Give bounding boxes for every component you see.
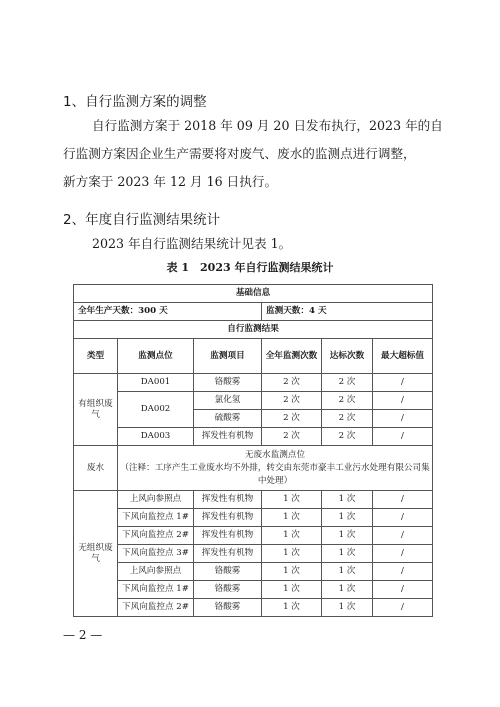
table-row bbox=[74, 545, 433, 563]
cell-point: 下风向监控点 2# bbox=[118, 527, 194, 545]
header-type: 类型 bbox=[74, 339, 118, 374]
cell-count: 1 次 bbox=[262, 563, 322, 581]
section-1-line-3: 新方案于 2023 年 12 月 16 日执行。 bbox=[63, 174, 278, 189]
cell-item: 氯化氢 bbox=[194, 392, 262, 410]
page-number: — 2 — bbox=[63, 628, 103, 642]
table-row bbox=[74, 428, 433, 446]
cell-count: 2 次 bbox=[262, 428, 322, 446]
header-point: 监测点位 bbox=[118, 339, 194, 374]
table-row bbox=[74, 509, 433, 527]
cell-point: DA001 bbox=[118, 374, 194, 392]
cell-max: / bbox=[373, 491, 433, 509]
section-2-intro: 2023 年自行监测结果统计见表 1。 bbox=[92, 236, 292, 251]
cell-pass: 1 次 bbox=[322, 509, 373, 527]
cell-point: DA002 bbox=[118, 392, 194, 428]
table-row bbox=[74, 285, 433, 303]
header-pass-count: 达标次数 bbox=[322, 339, 373, 374]
cell-point: 下风向监控点 1# bbox=[118, 581, 194, 599]
type-wastewater: 废水 bbox=[74, 446, 118, 491]
section-1-line-1: 自行监测方案于 2018 年 09 月 20 日发布执行，2023 年的自 bbox=[92, 118, 443, 133]
cell-item: 铬酸雾 bbox=[194, 374, 262, 392]
cell-item: 硫酸雾 bbox=[194, 410, 262, 428]
type-unorganized: 无组织废气 bbox=[74, 491, 118, 617]
cell-item: 挥发性有机物 bbox=[194, 527, 262, 545]
results-title: 自行监测结果 bbox=[74, 321, 433, 339]
cell-point: 下风向监控点 1# bbox=[118, 509, 194, 527]
table-row bbox=[74, 527, 433, 545]
section-2-heading: 2、年度自行监测结果统计 bbox=[63, 212, 221, 228]
type-organized: 有组织废气 bbox=[74, 374, 118, 446]
cell-count: 2 次 bbox=[262, 392, 322, 410]
cell-pass: 1 次 bbox=[322, 563, 373, 581]
table-row bbox=[74, 599, 433, 617]
cell-count: 1 次 bbox=[262, 509, 322, 527]
section-1-heading: 1、自行监测方案的调整 bbox=[63, 94, 207, 110]
cell-pass: 1 次 bbox=[322, 599, 373, 617]
production-days: 全年生产天数：300 天 bbox=[74, 303, 262, 321]
cell-item: 挥发性有机物 bbox=[194, 428, 262, 446]
table-row bbox=[74, 563, 433, 581]
cell-max: / bbox=[373, 428, 433, 446]
table-row bbox=[74, 374, 433, 392]
monitoring-days: 监测天数：4 天 bbox=[262, 303, 433, 321]
cell-item: 铬酸雾 bbox=[194, 599, 262, 617]
cell-pass: 2 次 bbox=[322, 392, 373, 410]
cell-count: 1 次 bbox=[262, 599, 322, 617]
cell-count: 2 次 bbox=[262, 374, 322, 392]
cell-pass: 1 次 bbox=[322, 527, 373, 545]
cell-count: 2 次 bbox=[262, 410, 322, 428]
cell-item: 挥发性有机物 bbox=[194, 509, 262, 527]
cell-point: 上风向参照点 bbox=[118, 491, 194, 509]
table-header-row bbox=[74, 339, 433, 374]
table-row bbox=[74, 392, 433, 410]
header-item: 监测项目 bbox=[194, 339, 262, 374]
table-row bbox=[74, 446, 433, 491]
cell-count: 1 次 bbox=[262, 545, 322, 563]
cell-max: / bbox=[373, 374, 433, 392]
cell-pass: 2 次 bbox=[322, 428, 373, 446]
basic-info-title: 基础信息 bbox=[74, 285, 433, 303]
cell-point: 下风向监控点 3# bbox=[118, 545, 194, 563]
cell-pass: 1 次 bbox=[322, 545, 373, 563]
monitoring-results-table bbox=[73, 284, 433, 617]
cell-item: 挥发性有机物 bbox=[194, 491, 262, 509]
header-max-exceed: 最大超标值 bbox=[373, 339, 433, 374]
cell-max: / bbox=[373, 545, 433, 563]
wastewater-line-1: 无废水监测点位 bbox=[244, 449, 306, 460]
cell-pass: 2 次 bbox=[322, 410, 373, 428]
header-annual-count: 全年监测次数 bbox=[262, 339, 322, 374]
cell-point: DA003 bbox=[118, 428, 194, 446]
cell-max: / bbox=[373, 563, 433, 581]
cell-count: 1 次 bbox=[262, 491, 322, 509]
cell-item: 挥发性有机物 bbox=[194, 545, 262, 563]
cell-count: 1 次 bbox=[262, 581, 322, 599]
cell-item: 铬酸雾 bbox=[194, 563, 262, 581]
wastewater-note bbox=[118, 446, 433, 491]
cell-max: / bbox=[373, 392, 433, 410]
wastewater-line-2: （注释：工序产生工业废水均不外排，转交由东莞市豪丰工业污水处理有限公司集中处理） bbox=[120, 462, 430, 486]
table-row bbox=[74, 491, 433, 509]
cell-count: 1 次 bbox=[262, 527, 322, 545]
cell-point: 上风向参照点 bbox=[118, 563, 194, 581]
cell-max: / bbox=[373, 410, 433, 428]
table-row bbox=[74, 303, 433, 321]
cell-max: / bbox=[373, 527, 433, 545]
table-caption: 表 1 2023 年自行监测结果统计 bbox=[166, 261, 334, 274]
cell-max: / bbox=[373, 581, 433, 599]
cell-max: / bbox=[373, 599, 433, 617]
cell-pass: 1 次 bbox=[322, 581, 373, 599]
cell-max: / bbox=[373, 509, 433, 527]
cell-item: 铬酸雾 bbox=[194, 581, 262, 599]
table-row bbox=[74, 581, 433, 599]
table-row bbox=[74, 321, 433, 339]
cell-pass: 1 次 bbox=[322, 491, 373, 509]
cell-point: 下风向监控点 2# bbox=[118, 599, 194, 617]
section-1-line-2: 行监测方案因企业生产需要将对废气、废水的监测点进行调整， bbox=[63, 146, 416, 161]
cell-pass: 2 次 bbox=[322, 374, 373, 392]
